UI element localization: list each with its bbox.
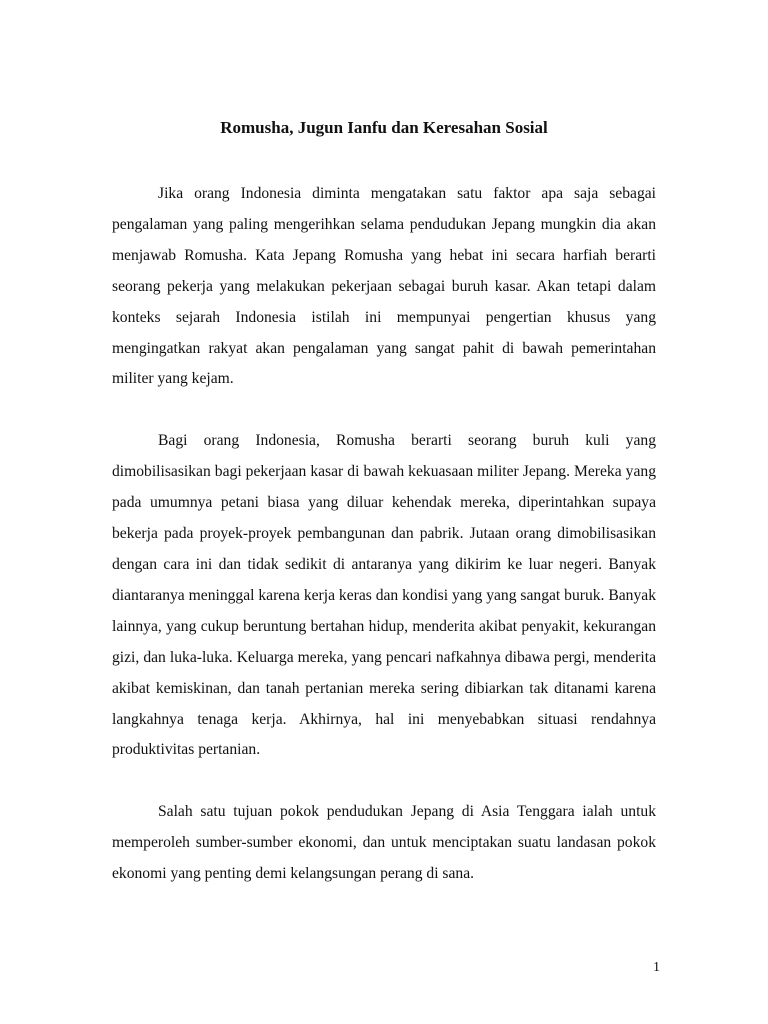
paragraph-1: Jika orang Indonesia diminta mengatakan satu faktor apa saja sebagai pengalaman yang paling mengerihkan selama pendudukan Jepang mungkin dia akan menjawab Romusha. Kata Jepang Romusha yang hebat ini secara harfiah berarti seorang pekerja yang melakukan pekerjaan sebagai buruh kasar. Akan tetapi dalam konteks sejarah Indonesia istilah ini mempunyai pengertian khusus yang mengingatkan rakyat akan pengalaman yang sangat pahit di bawah pemerintahan militer yang kejam. — [112, 185, 656, 388]
page-number: 1 — [653, 960, 660, 975]
document-body — [112, 179, 656, 890]
document-title: Romusha, Jugun Ianfu dan Keresahan Sosial — [220, 118, 548, 137]
paragraph-3: Salah satu tujuan pokok pendudukan Jepang di Asia Tenggara ialah untuk memperoleh sumber-sumber ekonomi, dan untuk menciptakan suatu landasan pokok ekonomi yang penting demi kelangsungan perang di sana. — [112, 803, 656, 883]
paragraph-2: Bagi orang Indonesia, Romusha berarti seorang buruh kuli yang dimobilisasikan bagi pekerjaan kasar di bawah kekuasaan militer Jepang. Mereka yang pada umumnya petani biasa yang diluar kehendak mereka, diperintahkan supaya bekerja pada proyek-proyek pembangunan dan pabrik. Jutaan orang dimobilisasikan dengan cara ini dan tidak sedikit di antaranya yang dikirim ke luar negeri. Banyak diantaranya meninggal karena kerja keras dan kondisi yang yang sangat buruk. Banyak lainnya, yang cukup beruntung bertahan hidup, menderita akibat penyakit, kekurangan gizi, dan luka-luka. Keluarga mereka, yang pencari nafkahnya dibawa pergi, menderita akibat kemiskinan, dan tanah pertanian mereka sering dibiarkan tak ditanami karena langkahnya tenaga kerja. Akhirnya, hal ini menyebabkan situasi rendahnya produktivitas pertanian. — [112, 432, 656, 759]
